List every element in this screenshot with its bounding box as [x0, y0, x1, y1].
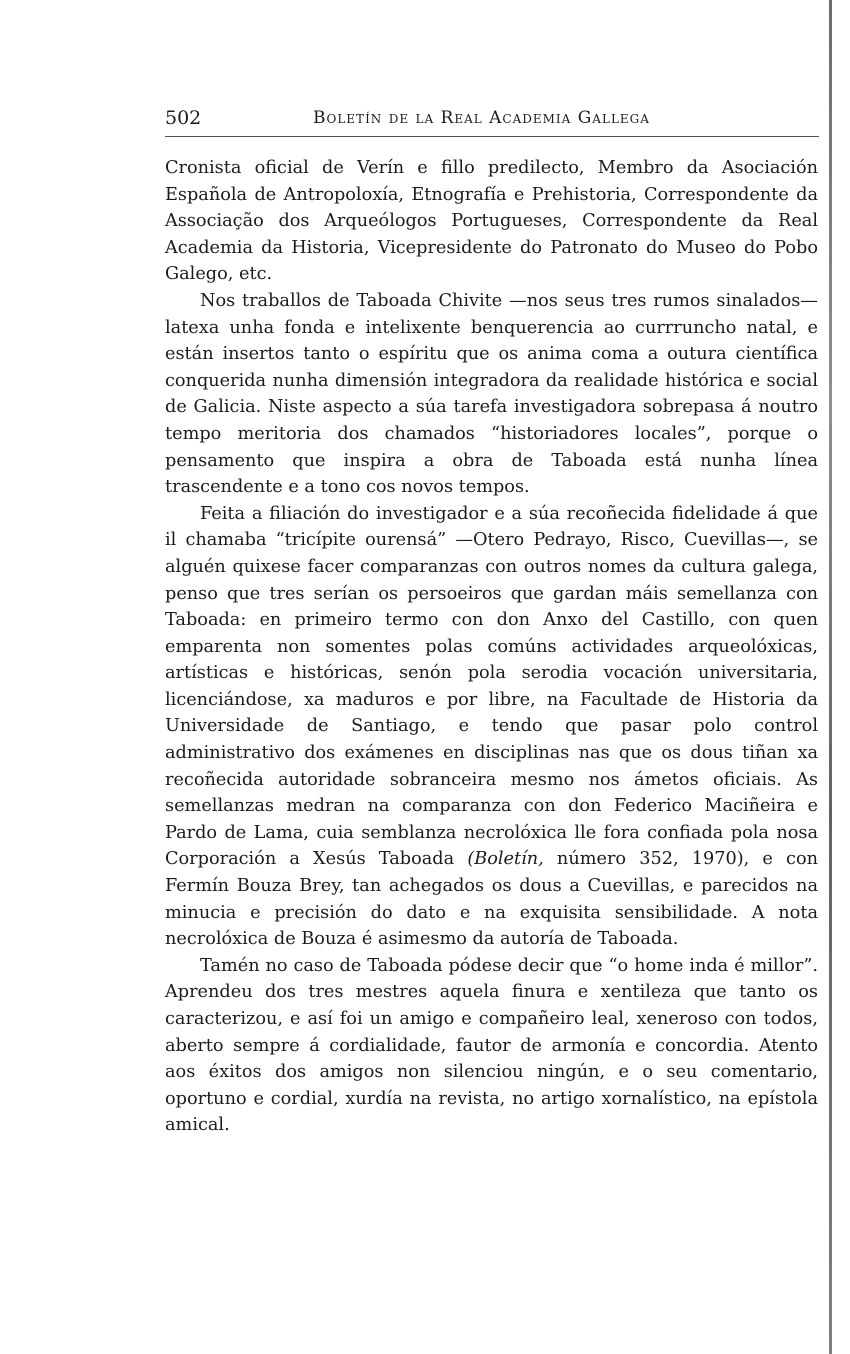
paragraph-3-text-a: Feita a filiación do investigador e a súa recoñecida fidelidade á que il chamaba “tricípite ourensá” —Otero Pedrayo, Risco, Cuevillas—, se alguén quixese facer comparanzas con outros nomes da cultura galega, penso que tres serían os persoeiros que gardan máis semellanza con Taboada: en primeiro termo con don Anxo del Castillo, con quen emparenta non somentes polas comúns actividades arqueolóxicas, artísticas e históricas, senón pola serodia vocación universitaria, licenciándose, xa maduros e por libre, na Facultade de Historia da Universidade de Santiago, e tendo que pasar polo control administrativo dos exámenes en disciplinas nas que os dous tiñan xa recoñecida autoridade sobranceira mesmo nos ámetos oficiais. As semellanzas medran na comparanza con don Federico Maciñeira e Pardo de Lama, cuia semblanza necrolóxica lle fora confiada pola nosa Corporación a Xesús Taboada: [165, 503, 818, 870]
body-text: [165, 155, 818, 1139]
boletin-citation: (Boletín,: [467, 849, 544, 870]
page-edge-shadow: [829, 0, 832, 1354]
page-number: 502: [165, 107, 202, 129]
paragraph-3: [165, 501, 818, 953]
paragraph-4: Tamén no caso de Taboada pódese decir que “o home inda é millor”. Aprendeu dos tres mestres aquela finura e xentileza que tanto os caracterizou, e así foi un amigo e compañeiro leal, xeneroso con todos, aberto sempre á cordialidade, fautor de armonía e concordia. Atento aos éxitos dos amigos non silenciou ningún, e o seu comentario, oportuno e cordial, xurdía na revista, no artigo xornalístico, na epístola amical.: [165, 955, 818, 1136]
running-title: Boletín de la Real Academia Gallega: [313, 108, 650, 128]
header-rule: [165, 136, 819, 137]
paragraph-3-text-b: número 352, 1970), e con Fermín Bouza Brey, tan achegados os dous a Cuevillas, e parecidos na minucia e precisión do dato e na exquisita sensibilidade. A nota necrolóxica de Bouza é asimesmo da autoría de Taboada.: [165, 849, 818, 950]
paragraph-1: Cronista oficial de Verín e fillo predilecto, Membro da Asociación Española de Antropoloxía, Etnografía e Prehistoria, Correspondente da Associação dos Arqueólogos Portugueses, Correspondente da Real Academia da Historia, Vicepresidente do Patronato do Museo do Pobo Galego, etc.: [165, 158, 818, 285]
paragraph-2: Nos traballos de Taboada Chivite —nos seus tres rumos sinalados— latexa unha fonda e intelixente benquerencia ao currruncho natal, e están insertos tanto o espíritu que os anima coma a outura científica conquerida nunha dimensión integradora da realidade histórica e social de Galicia. Niste aspecto a súa tarefa investigadora sobrepasa á noutro tempo meritoria dos chamados “historiadores locales”, porque o pensamento que inspira a obra de Taboada está nunha línea trascendente e a tono cos novos tempos.: [165, 290, 818, 498]
running-header: [165, 103, 819, 133]
